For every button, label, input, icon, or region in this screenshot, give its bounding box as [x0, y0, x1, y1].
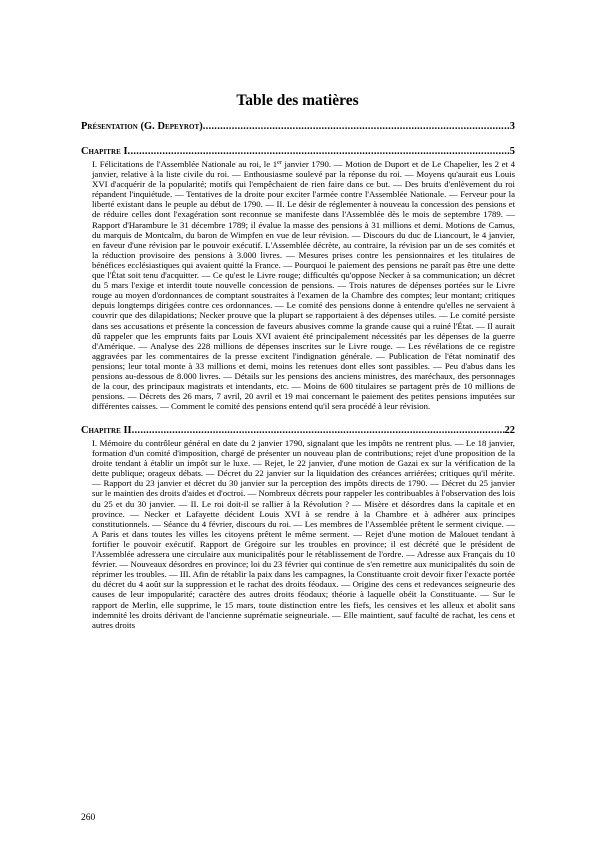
- toc-leader-dots: [203, 121, 510, 133]
- toc-page-number: 3: [509, 121, 515, 132]
- toc-entry-label: Présentation (G. Depeyrot): [81, 121, 203, 132]
- toc-entry-label: Chapitre II: [81, 425, 132, 436]
- toc-page-number: 5: [509, 146, 515, 157]
- chapter-summary: [92, 159, 515, 411]
- page-number-folio: 260: [81, 813, 96, 823]
- toc-page-number: 22: [504, 425, 515, 436]
- toc-entry-chapitre-1: [81, 146, 515, 411]
- toc-heading-line[interactable]: [81, 425, 515, 437]
- toc-entry-label: Chapitre I: [81, 146, 128, 157]
- summary-text: janvier 1790. — Motion de Duport et de Le Chapelier, les 2 et 4 janvier, relative à la liste civile du roi. — Enthousiasme soulevé par la réponse du roi. — Moyens qu'aurait eus Louis XVI d'acquérir de la popularité; motifs qui l'empêchaient de rien faire dans ce but. — Des bruits d'enlèvement du roi répandent l'inquiétude. — Tentatives de la droite pour exciter l'armée contre l'Assemblée Nationale. — Ferveur pour la liberté existant dans le peuple au début de 1790. — II. Le désir de réglementer à nouveau la concession des pensions et de réduire celles dont l'exagération sont reconnue se manifeste dans l'Assemblée dès le mois de septembre 1789. — Rapport d'Harambure le 31 décembre 1789; il évalue la masse des pensions à 31 millions et demi. Motions de Camus, du marquis de Montcalm, du baron de Wimpfen en vue de leur révision. — Discours du duc de Liancourt, le 4 janvier, en faveur d'une révision par le pouvoir exécutif. L'Assemblée décrète, au contraire, la révision par un de ses comités et la réduction provisoire des pensions à 3.000 livres. — Mesures prises contre les pensionnaires et les titulaires de bénéfices ecclésiastiques qui avaient quitté la France. — Pourquoi le paiement des pensions ne paraît pas être une dette que l'État soit tenu d'acquitter. — Ce qu'est le Livre rouge; difficultés qu'oppose Necker à sa communication; un décret du 5 mars l'exige et interdit toute nouvelle concession de pensions. — Trois natures de dépenses portées sur le Livre rouge au moyen d'ordonnances de comptant soustraites à l'examen de la Chambre des comptes; leur montant; critiques depuis longtemps dirigées contre ces ordonnances. — Le comité des pensions donne à entendre qu'elles ne servaient à couvrir que des dilapidations; Necker prouve que la plupart se rapportaient à des dépenses utiles. — Le comité persiste dans ses accusations et présente la concession de faveurs abusives comme la grande cause qui a ruiné l'État. — Il aurait dû rappeler que les emprunts faits par Louis XVI avaient été principalement nécessités par les dépenses de la guerre d'Amérique. — Analyse des 228 millions de dépenses inscrites sur le Livre rouge. — Les révélations de ce registre aggravées par les commentaires de la presse excitent l'indignation générale. — Publication de l'état nominatif des pensions; leur total monte à 33 millions et demi, moins les retenues dont elles sont passibles. — Peu d'abus dans les pensions au-dessous de 8.000 livres. — Détails sur les pensions des anciens ministres, des maréchaux, des personnages de la cour, des principaux magistrats et intendants, etc. — Moins de 600 titulaires se partagent près de 10 millions de pensions. — Décrets des 26 mars, 7 avril, 20 avril et 19 mai concernant le paiement des petites pensions imputées sur différentes caisses. — Comment le comité des pensions entend qu'il sera procédé à leur révision.: [92, 159, 516, 412]
- toc-heading-line[interactable]: [81, 146, 515, 158]
- page-title: Table des matières: [236, 92, 359, 109]
- summary-text: I. Mémoire du contrôleur général en date du 2 janvier 1790, signalant que les impôts ne rentrent plus. — Le 18 janvier, formation d'un comité d'imposition, chargé de présenter un nouveau plan de contributions; rejet d'une proposition de la droite tendant à établir un impôt sur le luxe. — Rejet, le 22 janvier, d'une motion de Gazai ex sur la vérification de la dette publique; orageux débats. — Décret du 22 janvier sur la liquidation des créances arriérées; critiques qu'il mérite. — Rapport du 23 janvier et décret du 30 janvier sur la perception des impôts directs de 1790. — Décret du 25 janvier sur le maintien des droits d'aides et d'octroi. — Nombreux décrets pour rappeler les contribuables à l'observation des lois du 25 et du 30 janvier. — II. Le roi doit-il se rallier à la Révolution ? — Misère et désordres dans la capitale et en province. — Necker et Lafayette décident Louis XVI à se rendre à la Chambre et à adhérer aux principes constitutionnels. — Séance du 4 février, discours du roi. — Les membres de l'Assemblée prêtent le serment civique. — A Paris et dans toutes les villes les citoyens prêtent le même serment. — Rejet d'une motion de Malouet tendant à fortifier le pouvoir exécutif. Rapport de Grégoire sur les troubles en province; il est décrété que le président de l'Assemblée adressera une circulaire aux municipalités pour le rétablissement de l'ordre. — Adresse aux Français du 10 février. — Nouveaux désordres en province; loi du 23 février qui continue de s'en remettre aux municipalités du soin de réprimer les troubles. — III. Afin de rétablir la paix dans les campagnes, la Constituante croit devoir fixer l'exacte portée du décret du 4 août sur la suppression et le rachat des droits féodaux. — Origine des cens et redevances seigneurie des causes de leur impopularité; caractère des autres droits féodaux; théorie à laquelle obéit la Constituante. — Sur le rapport de Merlin, elle supprime, le 15 mars, toute distinction entre les fiefs, les censives et les alleux et abolit sans indemnité les droits dérivant de l'ancienne suprématie seigneuriale. — Elle maintient, sauf faculté de rachat, les cens et autres droits: [92, 438, 515, 630]
- toc-leader-dots: [132, 425, 505, 437]
- ordinal-superscript: er: [277, 160, 282, 166]
- summary-text: I. Félicitations de l'Assemblée Nationale au roi, le 1: [92, 159, 278, 169]
- toc-heading-line[interactable]: [81, 121, 515, 133]
- toc-entry-chapitre-2: [81, 425, 515, 630]
- toc-entry-presentation: [81, 121, 515, 133]
- chapter-summary: [92, 438, 515, 630]
- toc-leader-dots: [128, 146, 510, 158]
